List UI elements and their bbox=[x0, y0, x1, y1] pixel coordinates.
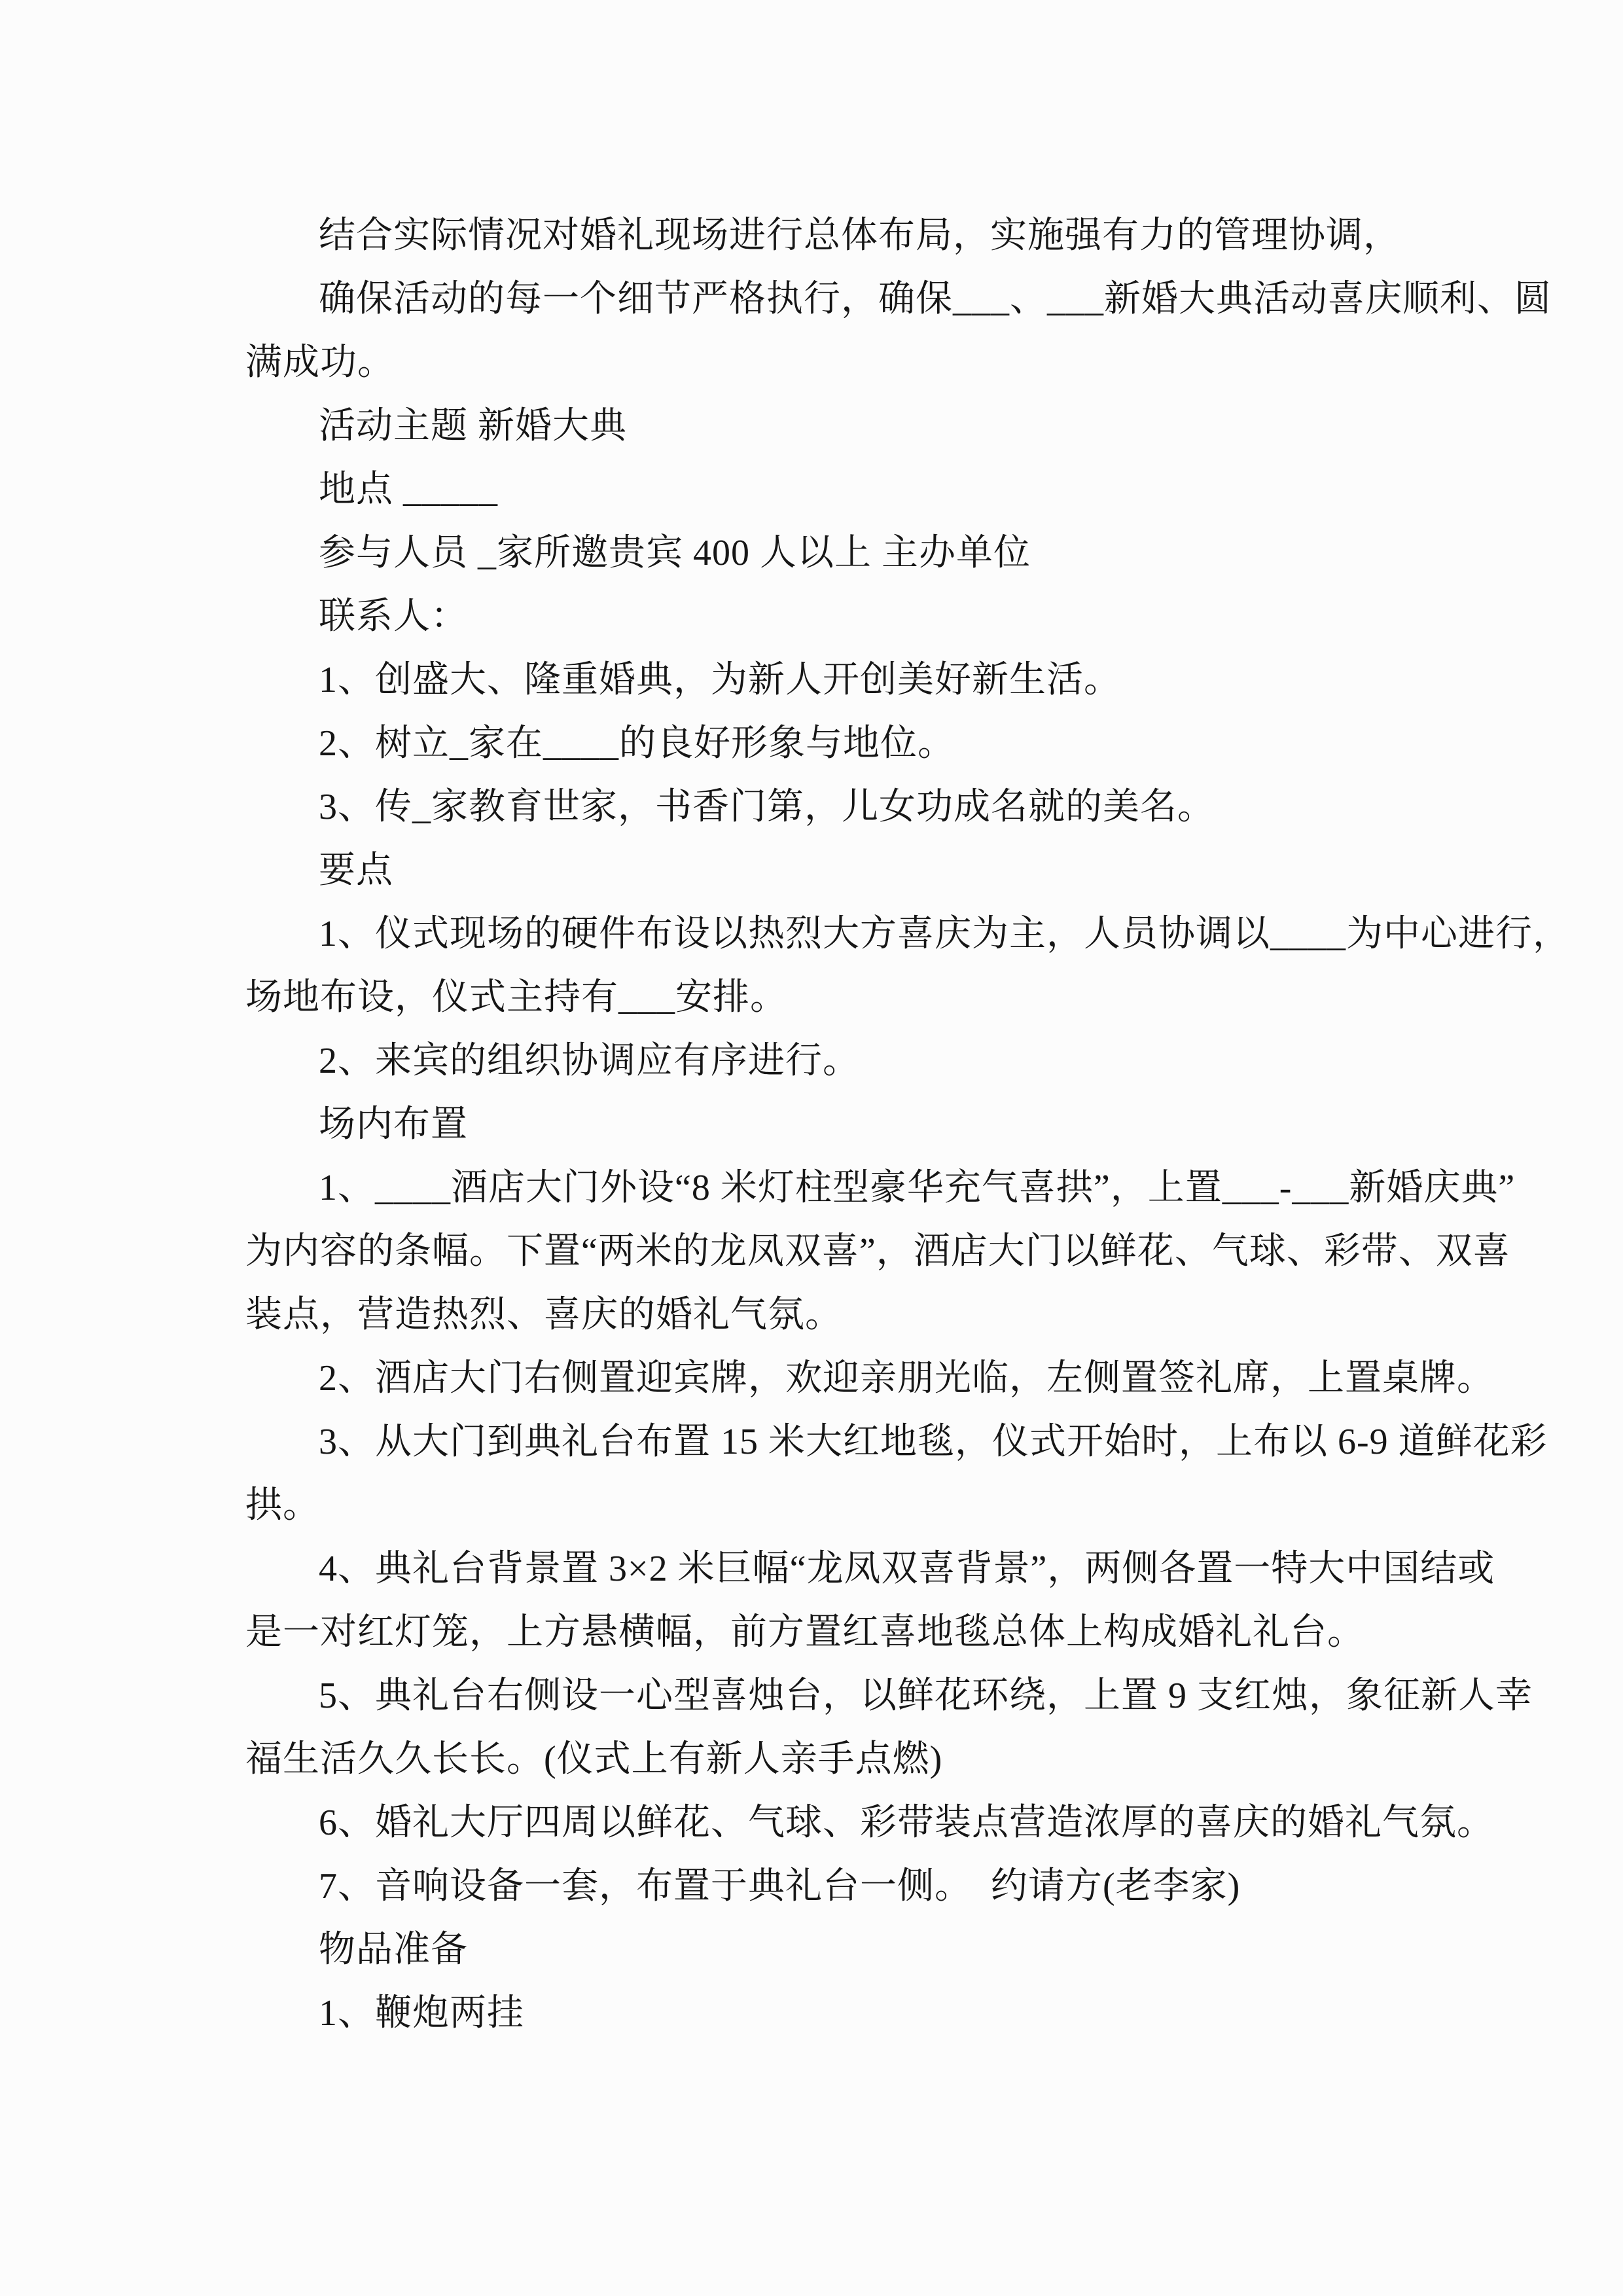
text-line: 是一对红灯笼，上方悬横幅，前方置红喜地毯总体上构成婚礼礼台。 bbox=[245, 1612, 1364, 1653]
text-line: 1、____酒店大门外设“8 米灯柱型豪华充气喜拱”，上置___-___新婚庆典” bbox=[319, 1168, 1516, 1208]
text-line: 为内容的条幅。下置“两米的龙凤双喜”，酒店大门以鲜花、气球、彩带、双喜 bbox=[245, 1231, 1510, 1272]
text-line: 7、音响设备一套，布置于典礼台一侧。 约请方(老李家) bbox=[319, 1866, 1241, 1907]
document-text-block bbox=[245, 204, 1570, 2045]
text-line: 联系人： bbox=[319, 596, 468, 637]
text-line: 活动主题 新婚大典 bbox=[319, 406, 627, 446]
text-line: 装点，营造热烈、喜庆的婚礼气氛。 bbox=[245, 1295, 842, 1335]
text-line: 2、酒店大门右侧置迎宾牌，欢迎亲朋光临，左侧置签礼席，上置桌牌。 bbox=[319, 1358, 1494, 1399]
text-line: 3、从大门到典礼台布置 15 米大红地毯，仪式开始时，上布以 6-9 道鲜花彩 bbox=[319, 1422, 1548, 1462]
text-line: 5、典礼台右侧设一心型喜烛台，以鲜花环绕，上置 9 支红烛，象征新人幸 bbox=[319, 1676, 1533, 1716]
text-line: 确保活动的每一个细节严格执行，确保___、___新婚大典活动喜庆顺利、圆 bbox=[319, 279, 1552, 319]
text-line: 物品准备 bbox=[319, 1929, 468, 1970]
text-line: 2、来宾的组织协调应有序进行。 bbox=[319, 1041, 860, 1081]
text-line: 拱。 bbox=[245, 1485, 320, 1526]
text-line: 地点 _____ bbox=[319, 469, 498, 510]
text-line: 1、鞭炮两挂 bbox=[319, 1993, 524, 2034]
text-line: 3、传_家教育世家，书香门第，儿女功成名就的美名。 bbox=[319, 787, 1215, 827]
text-line: 场地布设，仪式主持有___安排。 bbox=[245, 977, 787, 1018]
text-line: 结合实际情况对婚礼现场进行总体布局，实施强有力的管理协调， bbox=[319, 215, 1400, 256]
text-line: 1、创盛大、隆重婚典，为新人开创美好新生活。 bbox=[319, 660, 1121, 700]
text-line: 要点 bbox=[319, 850, 393, 891]
text-line: 满成功。 bbox=[245, 342, 395, 383]
text-line: 6、婚礼大厅四周以鲜花、气球、彩带装点营造浓厚的喜庆的婚礼气氛。 bbox=[319, 1803, 1494, 1843]
text-line: 场内布置 bbox=[319, 1104, 468, 1145]
text-line: 福生活久久长长。(仪式上有新人亲手点燃) bbox=[245, 1739, 943, 1780]
text-line: 2、树立_家在____的良好形象与地位。 bbox=[319, 723, 955, 764]
text-line: 1、仪式现场的硬件布设以热烈大方喜庆为主，人员协调以____为中心进行， bbox=[319, 914, 1570, 954]
text-line: 4、典礼台背景置 3×2 米巨幅“龙凤双喜背景”，两侧各置一特大中国结或 bbox=[319, 1549, 1495, 1589]
text-line: 参与人员 _家所邀贵宾 400 人以上 主办单位 bbox=[319, 533, 1031, 573]
